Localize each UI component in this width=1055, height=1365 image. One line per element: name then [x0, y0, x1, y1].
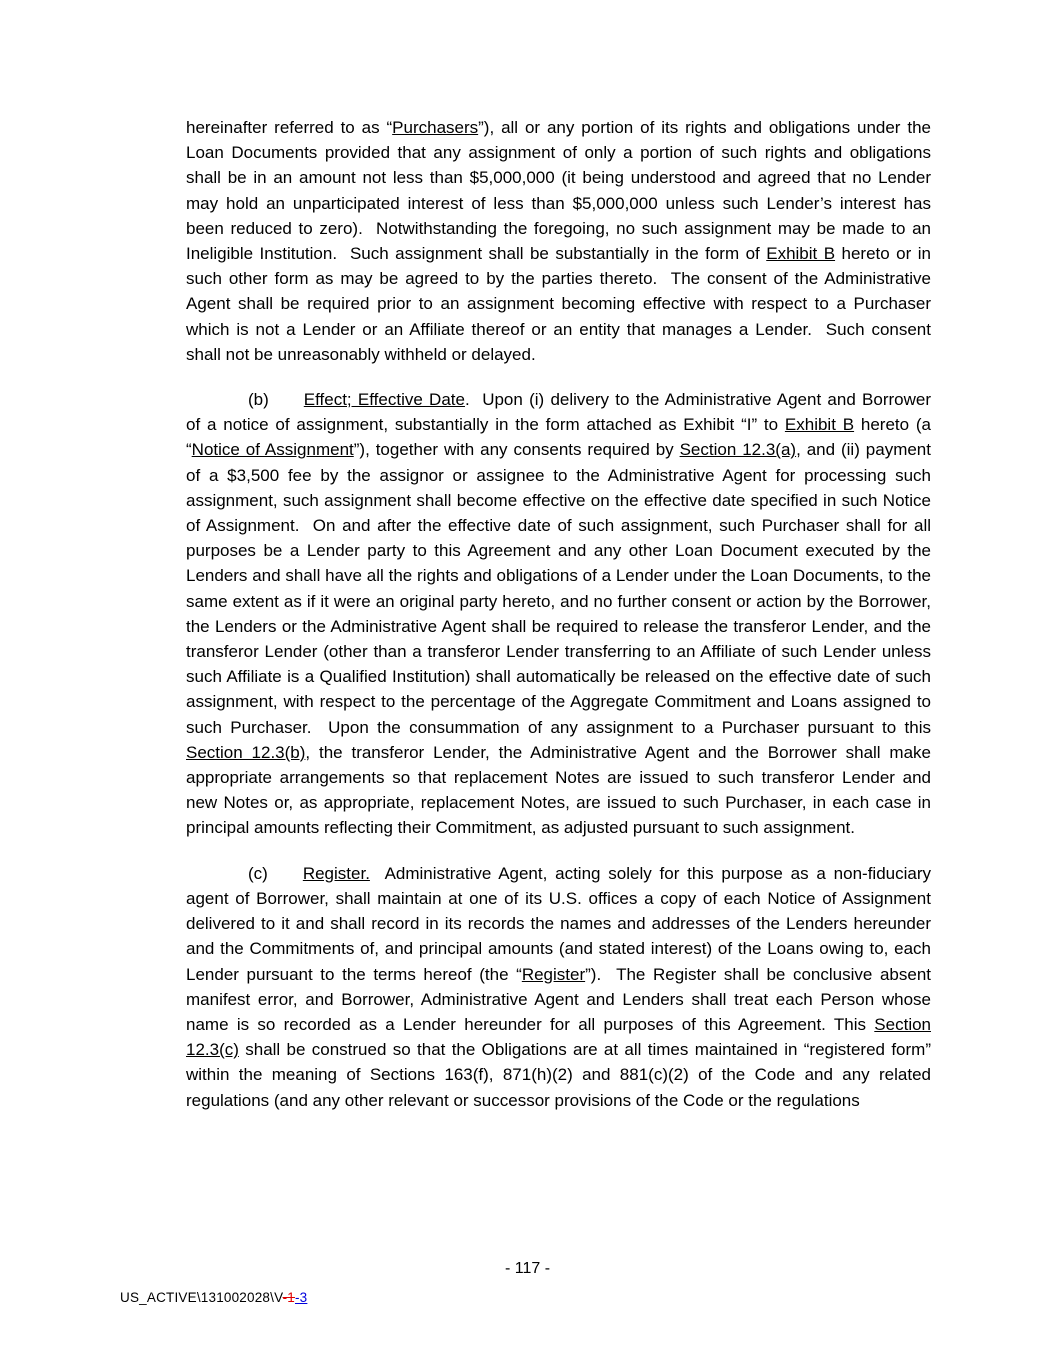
- underlined-text: Section 12.3(c): [186, 1014, 931, 1060]
- text-run: hereinafter referred to as “: [186, 118, 393, 137]
- doc-id-inserted-version: -3: [294, 1290, 308, 1305]
- text-run: Administrative Agent, acting solely for this purpose as a non-fiduciary agent of Borrower, shall maintain at one of its U.S. offices a copy of each Notice of Assignment delivered to it and shall record in its records the names and addresses of the Lenders hereunder and the Commitments of, and principal amounts (and stated interest) of the Loans owing to, each Lender pursuant to the terms hereof (the “: [186, 863, 931, 984]
- paragraph-b-effect-effective-date: [186, 387, 931, 841]
- underlined-text: Purchasers: [392, 118, 479, 137]
- underlined-text: Effect; Effective Date: [303, 390, 465, 410]
- paragraph-continuation: [186, 115, 931, 367]
- text-run: (b): [248, 390, 269, 410]
- doc-id-prefix: US_ACTIVE\131002028\V: [120, 1290, 283, 1305]
- paragraph-c-register: [186, 861, 931, 1113]
- document-id-footer: [120, 1290, 307, 1305]
- text-run: hereto or in such other form as may be agreed to by the parties thereto. The consent of the Administrative Agent shall be required prior to an assignment becoming effective with respect to a Purchaser which is not a Lender or an Affiliate thereof or an entity that manages a Lender. Such consent shall not be unreasonably withheld or delayed.: [186, 244, 931, 364]
- underlined-text: Register.: [302, 863, 370, 883]
- page-number: - 117 -: [504, 1260, 551, 1277]
- underlined-text: Section 12.3(a): [679, 440, 797, 460]
- doc-id-deleted-version: -1: [282, 1290, 295, 1305]
- underlined-text: Section 12.3(b): [186, 742, 306, 762]
- page-body: [186, 115, 931, 1133]
- text-run: hereto (a “: [186, 415, 932, 460]
- text-run: . Upon (i) delivery to the Administrative Agent and Borrower of a notice of assignment, substantially in the form attached as Exhibit “I” to: [186, 390, 931, 435]
- text-run: , and (ii) payment of a $3,500 fee by the assignor or assignee to the Administrative Agent for processing such assignment, such assignment shall become effective on the effective date specified in such Notice of Assignment. On and after the effective date of such assignment, such Purchaser shall for all purposes be a Lender party to this Agreement and any other Loan Document executed by the Lenders and shall have all the rights and obligations of a Lender under the Loan Documents, to the same extent as if it were an original party hereto, and no further consent or action by the Borrower, the Lenders or the Administrative Agent shall be required to release the transferor Lender, and the transferor Lender (other than a transferor Lender transferring to an Affiliate of such Lender unless such Affiliate is a Qualified Institution) shall automatically be released on the effective date of such assignment, with respect to the percentage of the Aggregate Commitment and Loans assigned to such Purchaser. Upon the consummation of any assignment to a Purchaser pursuant to this: [186, 440, 931, 737]
- text-run: shall be construed so that the Obligations are at all times maintained in “registered form” within the meaning of Sections 163(f), 871(h)(2) and 881(c)(2) of the Code and any related regulations (and any other relevant or successor provisions of the Code or the regulations: [186, 1040, 931, 1110]
- underlined-text: Exhibit B: [766, 244, 836, 264]
- underlined-text: Register: [521, 964, 586, 984]
- text-run: ”), together with any consents required by: [353, 440, 680, 460]
- underlined-text: Notice of Assignment: [191, 440, 354, 460]
- text-run: , the transferor Lender, the Administrative Agent and the Borrower shall make appropriate arrangements so that replacement Notes are issued to such transferor Lender and new Notes or, as appropriate, replacement Notes, are issued to such Purchaser, in each case in principal amounts reflecting their Commitment, as adjusted pursuant to such assignment.: [186, 742, 931, 838]
- underlined-text: Exhibit B: [784, 415, 855, 435]
- text-run: (c): [248, 863, 268, 883]
- text-run: ”). The Register shall be conclusive absent manifest error, and Borrower, Administrative Agent and Lenders shall treat each Person whose name is so recorded as a Lender hereunder for all purposes of this Agreement. This: [186, 964, 931, 1034]
- text-run: ”), all or any portion of its rights and obligations under the Loan Documents provided that any assignment of only a portion of such rights and obligations shall be in an amount not less than $5,000,000 (it being understood and agreed that no Lender may hold an unparticipated interest of less than $5,000,000 unless such Lender’s interest has been reduced to zero). Notwithstanding the foregoing, no such assignment may be made to an Ineligible Institution. Such assignment shall be substantially in the form of: [186, 118, 931, 264]
